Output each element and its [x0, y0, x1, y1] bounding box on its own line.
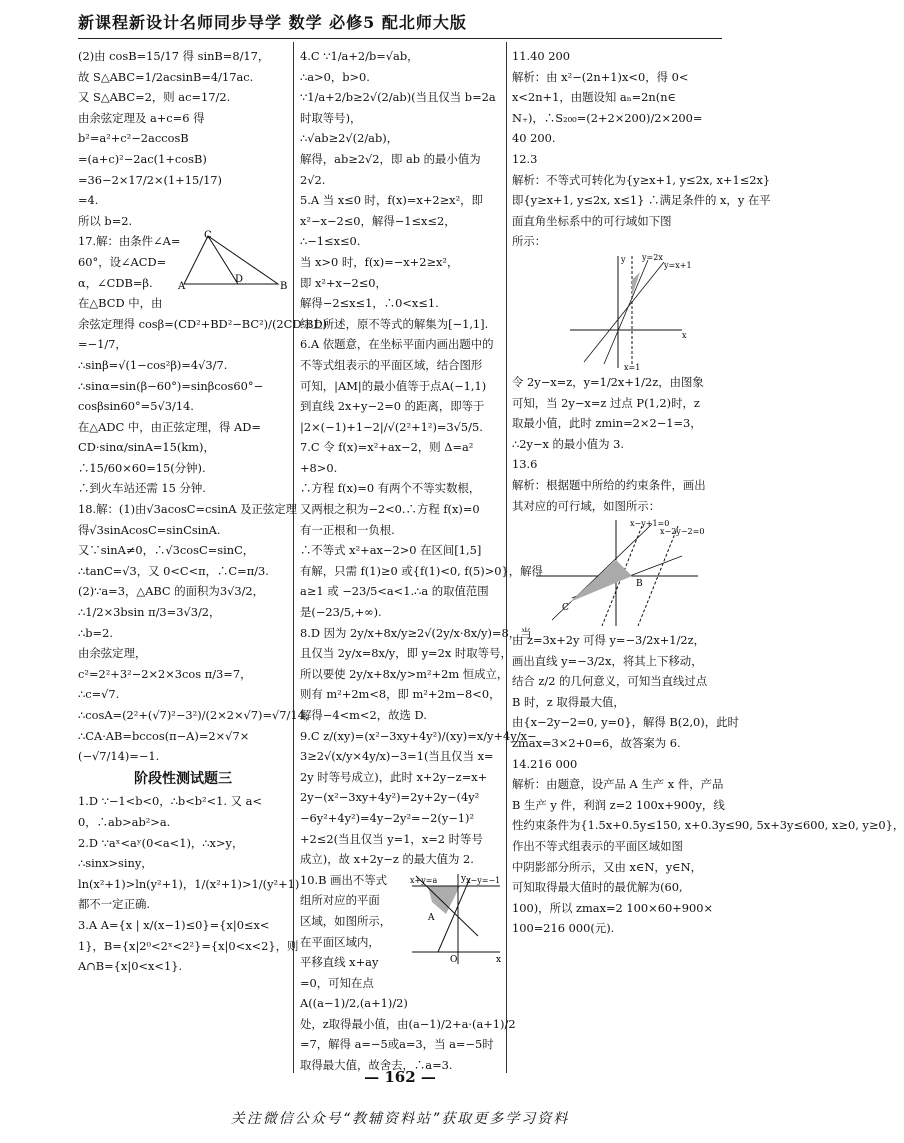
text-line: 取最小值，此时 zmin=2×2−1=3， [512, 416, 702, 431]
text-line: cosβsin60°=5√3/14. [78, 399, 194, 414]
text-line: CD·sinα/sinA=15(km)， [78, 440, 215, 455]
text-line: ∴tanC=√3，又 0<C<π，∴C=π/3. [78, 563, 269, 578]
text-line: ∴不等式 x²+ax−2>0 在区间[1,5] [300, 543, 482, 558]
svg-text:B: B [636, 579, 643, 590]
text-line: 可知，当 2y−x=z 过点 P(1,2)时，z [512, 395, 700, 410]
solution-lines [512, 372, 722, 516]
svg-text:y: y [461, 873, 467, 884]
text-line: =7，解得 a=−5或a=3，当 a=−5时 [300, 1037, 494, 1052]
text-line: 得√3sinAcosC=sinCsinA. [78, 522, 221, 537]
text-line: 2y−(x²−3xy+4y²)=2y+2y−(4y² [300, 790, 480, 805]
vertex-label: A [178, 281, 186, 292]
text-line: 2√2. [300, 172, 326, 187]
text-line: 画出直线 y=−3/2x，将其上下移动， [512, 653, 703, 668]
svg-text:x−y+1=0: x−y+1=0 [630, 519, 670, 529]
text-line: ∴sinα=sin(β−60°)=sinβcos60°− [78, 378, 264, 393]
text-line: 在平面区域内， [300, 934, 380, 949]
text-line: 是(−23/5,+∞). [300, 605, 382, 620]
svg-text:O: O [450, 954, 458, 965]
footer-note: 关注微信公众号“教辅资料站”获取更多学习资料 [230, 1111, 570, 1127]
region-figure-10 [408, 872, 504, 968]
svg-text:A: A [428, 912, 435, 923]
vertex-label: D [235, 274, 244, 285]
problem-10-block [300, 870, 502, 1014]
text-line: α，∠CDB=β. [78, 275, 153, 290]
text-line: 解析：由题意，设产品 A 生产 x 件，产品 [512, 777, 724, 792]
text-line: 3.A A={x | x/(x−1)≤0}={x|0≤x< [78, 917, 270, 932]
svg-text:x+y=a: x+y=a [410, 875, 438, 885]
text-line: A((a−1)/2,(a+1)/2) [300, 996, 408, 1011]
text-line: ∴到火车站还需 15 分钟. [78, 481, 206, 496]
text-line: ∴c=√7. [78, 687, 120, 702]
text-line: ∴15/60×60=15(分钟). [78, 460, 206, 475]
text-line: 12.3 [512, 151, 538, 166]
text-line: 9.C z/(xy)=(x²−3xy+4y²)/(xy)=x/y+4y/x− [300, 728, 537, 743]
text-line: (2)∵a=3，△ABC 的面积为3√3/2， [78, 584, 265, 599]
text-line: 处，z取得最小值，由(a−1)/2+a·(a+1)/2 [300, 1016, 516, 1031]
triangle-figure [178, 232, 288, 290]
text-line: 解得−4<m<2，故选 D. [300, 708, 427, 722]
text-line: 取得最大值，故舍去，∴a=3. [300, 1057, 453, 1072]
svg-text:x: x [496, 954, 502, 965]
text-line: 所以要使 2y/x+8x/y>m²+2m 恒成立， [300, 666, 509, 681]
text-line: 性约束条件为{1.5x+0.5y≤150, x+0.3y≤90, 5x+3y≤600, x≥0, y≥0}， [512, 818, 904, 833]
text-line: 又 S△ABC=2，则 ac=17/2. [78, 90, 231, 105]
text-line: x²−x−2≤0，解得−1≤x≤2， [300, 213, 456, 228]
text-line: 10.B 画出不等式 [300, 872, 388, 887]
text-line: 组所对应的平面 [300, 893, 380, 908]
text-line: zmax=3×2+0=6，故答案为 6. [512, 736, 681, 751]
text-line: 且仅当 2y/x=8x/y，即 y=2x 时取等号， [300, 646, 512, 661]
text-line: 作出不等式组表示的平面区域如图 [512, 839, 683, 854]
text-line: 2.D ∵aˣ<aʸ(0<a<1)，∴x>y， [78, 835, 244, 850]
text-line: 区域，如图所示， [300, 913, 392, 928]
text-line: ∴sinβ=√(1−cos²β)=4√3/7. [78, 357, 228, 372]
text-line: 有解，只需 f(1)≥0 或{f(1)<0, f(5)>0}，解得 [300, 563, 543, 578]
text-line: 17.解：由条件∠A= [78, 234, 181, 249]
text-line: ∵1/a+2/b≥2√(2/ab)(当且仅当 b=2a [300, 90, 496, 105]
section-title: 阶段性测试题三 [134, 770, 232, 787]
text-line: 都不一定正确. [78, 897, 150, 912]
feasible-region-figure-12 [560, 252, 690, 372]
text-line: 7.C 令 f(x)=x²+ax−2，则 Δ=a² [300, 440, 474, 455]
text-line: 又两根之积为−2<0.∴方程 f(x)=0 [300, 502, 480, 517]
text-line: 其对应的可行域，如图所示： [512, 498, 661, 513]
text-line: B 时，z 取得最大值， [512, 694, 625, 709]
text-line: x<2n+1，由题设知 aₙ=2n(n∈ [512, 90, 676, 105]
text-line: 结合 z/2 的几何意义，可知当直线过点 [512, 674, 708, 689]
svg-text:x−y=−1: x−y=−1 [466, 875, 501, 885]
text-line: 可知取得最大值时的最优解为(60, [512, 880, 683, 895]
text-line: A∩B={x|0<x<1}. [78, 959, 183, 974]
text-line: 所以 b=2. [78, 213, 133, 228]
text-line: 中阴影部分所示，又由 x∈N，y∈N， [512, 859, 702, 874]
text-line: =36−2×17/2×(1+15/17) [78, 172, 223, 187]
text-line: 在△ADC 中，由正弦定理，得 AD= [78, 419, 261, 434]
text-line: 8.D 因为 2y/x+8x/y≥2√(2y/x·8x/y)=8，当 [300, 625, 532, 640]
text-line: 2y 时等号成立)，此时 x+2y−z=x+ [300, 769, 488, 784]
text-line: 解析：根据题中所给的约束条件，画出 [512, 477, 706, 492]
text-line: (−√7/14)=−1. [78, 749, 160, 764]
text-line: ∴a>0，b>0. [300, 69, 370, 84]
text-line: 由{x−2y−2=0, y=0}，解得 B(2,0)，此时 [512, 715, 739, 730]
text-line: 1}，B={x|2⁰<2ˣ<2²}={x|0<x<2}，则 [78, 938, 299, 953]
text-line: B 生产 y 件，利润 z=2 100x+900y，线 [512, 797, 725, 812]
running-header: 新课程新设计名师同步导学 数学 必修5 配北师大版 [78, 13, 467, 32]
text-line: 可知，|AM|的最小值等于点A(−1,1) [300, 378, 487, 393]
text-line: 解得−2≤x≤1，∴0<x≤1. [300, 296, 439, 311]
text-line: =0，可知在点 [300, 975, 374, 990]
text-line: 0，∴ab>ab²>a. [78, 814, 171, 829]
text-line: 由 z=3x+2y 可得 y=−3/2x+1/2z， [512, 633, 706, 648]
text-line: 40 200. [512, 131, 556, 146]
svg-text:y=x+1: y=x+1 [664, 260, 692, 270]
text-line: N₊)，∴S₂₀₀=(2+2×200)/2×200= [512, 110, 703, 125]
text-line: 100=216 000(元). [512, 921, 615, 936]
text-line: 不等式组表示的平面区域，结合图形 [300, 357, 483, 372]
text-line: ∴cosA=(2²+(√7)²−3²)/(2×2×√7)=√7/14， [78, 708, 317, 722]
text-line: 综上所述，原不等式的解集为[−1,1]. [300, 316, 489, 331]
text-line: 解析：由 x²−(2n+1)x<0，得 0< [512, 69, 689, 84]
text-line: 由余弦定理及 a+c=6 得 [78, 110, 205, 125]
solution-lines [512, 630, 904, 939]
svg-text:x=1: x=1 [624, 362, 641, 372]
text-line: −6y²+4y²)=4y−2y²=−2(y−1)² [300, 810, 475, 825]
solution-lines [512, 190, 771, 252]
solution-lines [512, 46, 771, 190]
text-line: 4.C ∵1/a+2/b=√ab， [300, 49, 419, 63]
text-line: ∴CA·AB=bccos(π−A)=2×√7× [78, 728, 250, 743]
column-divider [506, 42, 507, 1073]
text-line: ∴sinx>siny， [78, 856, 153, 871]
text-line: =−1/7， [78, 337, 127, 352]
text-line: 解析：不等式可转化为{y≥x+1, y≤2x, x+1≤2x} [512, 172, 771, 187]
text-line: ∴方程 f(x)=0 有两个不等实数根， [300, 481, 481, 496]
text-line: b²=a²+c²−2accosB [78, 131, 189, 146]
text-line: ∴b=2. [78, 625, 113, 640]
text-line: 3≥2√(x/y×4y/x)−3=1(当且仅当 x= [300, 749, 494, 764]
text-line: (2)由 cosB=15/17 得 sinB=8/17， [78, 49, 270, 63]
page-number: — 162 — [364, 1068, 436, 1086]
text-line: ln(x²+1)>ln(y²+1)，1/(x²+1)>1/(y²+1) [78, 876, 300, 891]
text-line: 则有 m²+2m<8，即 m²+2m−8<0， [300, 687, 501, 702]
text-line: 解得，ab≥2√2，即 ab 的最小值为 [300, 151, 481, 166]
text-line: 故 S△ABC=1/2acsinB=4/17ac. [78, 69, 254, 84]
text-line: 面直角坐标系中的可行域如下图 [512, 213, 672, 228]
text-line: 5.A 当 x≤0 时，f(x)=x+2≥x²，即 [300, 193, 483, 208]
text-line: 在△BCD 中，由 [78, 296, 163, 311]
solution-lines [300, 870, 410, 1014]
svg-text:x−2y−2=0: x−2y−2=0 [660, 527, 705, 537]
text-line: |2×(−1)+1−2|/√(2²+1²)=3√5/5. [300, 419, 483, 434]
text-line: 1.D ∵−1<b<0，∴b<b²<1. 又 a< [78, 794, 262, 809]
text-line: 即 x²+x−2≤0， [300, 275, 387, 290]
text-line: ∴2y−x 的最小值为 3. [512, 436, 624, 451]
text-line: ∴√ab≥2√(2/ab)， [300, 131, 399, 146]
text-line: 平移直线 x+ay [300, 955, 379, 970]
test-answers [78, 791, 300, 976]
text-line: =(a+c)²−2ac(1+cosB) [78, 151, 207, 166]
text-line: +8>0. [300, 460, 338, 475]
svg-text:x: x [682, 330, 687, 340]
svg-text:C: C [562, 603, 569, 614]
vertex-label: B [280, 281, 288, 292]
text-line: 60°，设∠ACD= [78, 254, 167, 269]
text-line: 余弦定理得 cosβ=(CD²+BD²−BC²)/(2CD·BD) [78, 316, 328, 331]
text-line: 时取等号)， [300, 110, 362, 125]
text-line: 100)，所以 zmax=2 100×60+900× [512, 900, 714, 915]
text-line: 即{y≥x+1, y≤2x, x≤1} ∴满足条件的 x，y 在平 [512, 193, 771, 208]
text-line: 所示： [512, 234, 547, 249]
text-line: 由余弦定理， [78, 646, 147, 661]
solution-lines [300, 1014, 516, 1076]
text-line: a≥1 或 −23/5<a<1.∴a 的取值范围 [300, 584, 489, 599]
text-line: 成立)，故 x+2y−z 的最大值为 2. [300, 852, 474, 867]
text-line: +2≤2(当且仅当 y=1，x=2 时等号 [300, 831, 483, 846]
text-line: ∴1/2×3bsin π/3=3√3/2， [78, 605, 221, 620]
column-divider [293, 42, 294, 1073]
text-line: 11.40 200 [512, 49, 570, 63]
text-line: 14.216 000 [512, 756, 578, 771]
text-line: 又∵sinA≠0，∴√3cosC=sinC， [78, 543, 255, 558]
header-rule [78, 38, 722, 39]
svg-text:y: y [621, 254, 626, 264]
text-line: 13.6 [512, 457, 538, 472]
text-line: 有一正根和一负根. [300, 522, 395, 537]
text-line: c²=2²+3²−2×2×3cos π/3=7， [78, 666, 252, 681]
text-line: 令 2y−x=z，y=1/2x+1/2z，由图象 [512, 374, 704, 389]
vertex-label: C [204, 230, 212, 241]
feasible-region-figure-13 [532, 516, 705, 630]
text-line: 6.A 依题意，在坐标平面内画出题中的 [300, 337, 494, 352]
text-line: 18.解：(1)由√3acosC=csinA 及正弦定理 [78, 502, 298, 517]
column-3 [512, 46, 904, 939]
text-line: 当 x>0 时，f(x)=−x+2≥x²， [300, 254, 459, 269]
text-line: =4. [78, 193, 99, 208]
text-line: ∴−1≤x≤0. [300, 234, 361, 249]
svg-text:y=2x: y=2x [642, 252, 663, 262]
text-line: 到直线 2x+y−2=0 的距离，即等于 [300, 399, 485, 414]
